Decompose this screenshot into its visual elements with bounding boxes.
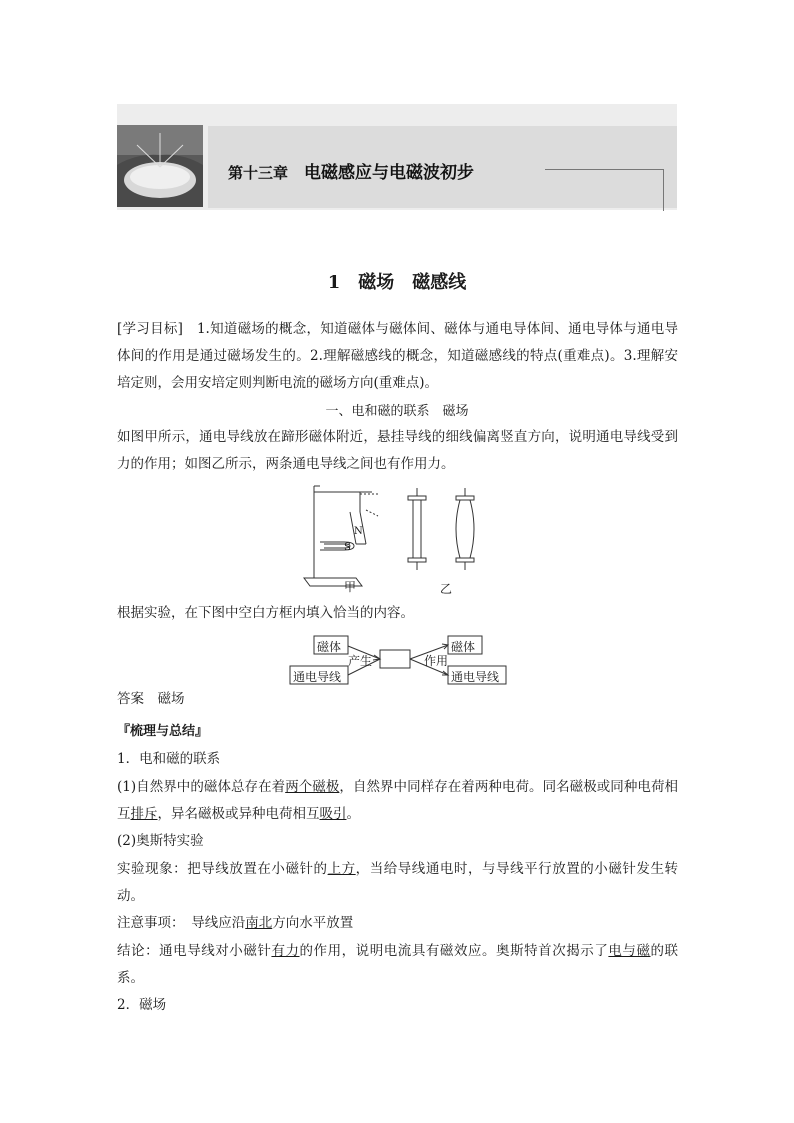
answer-text: 磁场: [157, 691, 185, 707]
summary-paragraph-3: [117, 856, 678, 910]
experiment-figure: [300, 482, 500, 594]
underlined-answer: 两个磁极: [285, 779, 340, 795]
summary-paragraph-5: [117, 938, 678, 992]
lesson-number: 1: [327, 272, 341, 293]
objectives-text: 1.知道磁场的概念，知道磁体与磁体间、磁体与通电导体间、通电导体与通电导体间的作用是通过磁场发生的。2.理解磁感线的概念，知道磁感线的特点(重难点)。3.理解安培定则，会用安培定则判断电流的磁场方向(重难点)。: [117, 321, 678, 391]
summary-item1-title: 1．电和磁的联系: [117, 751, 221, 767]
lesson-title: [0, 268, 794, 294]
chapter-rule-vertical: [663, 169, 664, 211]
diagram-right-top: 磁体: [451, 640, 476, 654]
underlined-answer: 吸引: [319, 806, 347, 822]
section-intro: 如图甲所示，通电导线放在蹄形磁体附近，悬挂导线的细线偏离竖直方向，说明通电导线受到力的作用；如图乙所示，两条通电导线之间也有作用力。: [117, 429, 678, 472]
diagram-left-arrow-label: 产生: [348, 654, 373, 668]
summary-paragraph-1: [117, 774, 678, 828]
section-heading: 一、电和磁的联系 磁场: [325, 404, 469, 419]
text-run: ，异名磁极或异种电荷相互: [157, 806, 320, 822]
concept-diagram: [288, 632, 510, 688]
underlined-answer: 电与磁: [608, 943, 651, 959]
chapter-rule: [545, 169, 663, 170]
underlined-answer: 有力: [271, 943, 300, 959]
summary-paragraph-2-title: (2)奥斯特实验: [117, 833, 204, 849]
summary-item2-title: 2．磁场: [117, 997, 167, 1013]
text-run: ，当给导线通电时，与导线平行放置的小磁针发生转动。: [117, 861, 679, 904]
answer-label: 答案: [117, 691, 144, 707]
figure-caption-jia: 甲: [344, 580, 357, 594]
text-run: 方向水平放置: [272, 915, 354, 931]
answer: [117, 686, 678, 713]
text-run: 的作用，说明电流具有磁效应。奥斯特首次揭示了: [299, 943, 609, 959]
learning-objectives: [117, 316, 678, 397]
summary-header: 『梳理与总结』: [117, 724, 209, 739]
magnet-north-label: N: [354, 526, 363, 537]
lesson-name: 磁场 磁感线: [358, 272, 467, 293]
magnet-south-label: S: [344, 542, 351, 553]
text-run: 的联系。: [117, 943, 679, 986]
diagram-right-bottom: 通电导线: [451, 670, 500, 684]
underlined-answer: 上方: [327, 861, 356, 877]
diagram-left-top: 磁体: [317, 640, 342, 654]
telescope-photo: [117, 125, 203, 207]
chapter-number: 第十三章: [228, 164, 289, 182]
chapter-title: 电磁感应与电磁波初步: [304, 163, 475, 183]
objectives-label: [学习目标]: [117, 321, 183, 337]
underlined-answer: 南北: [245, 915, 273, 931]
diagram-right-arrow-label: 作用: [424, 654, 449, 668]
text-run: (1)自然界中的磁体总存在着: [117, 779, 286, 795]
text-run: 结论：通电导线对小磁针: [117, 943, 272, 959]
text-run: 。: [346, 806, 360, 822]
figure-caption-yi: 乙: [440, 582, 453, 596]
underlined-answer: 排斥: [130, 806, 158, 822]
text-run: 实验现象：把导线放置在小磁针的: [117, 861, 328, 877]
chapter-heading: [228, 158, 474, 183]
diagram-prompt: 根据实验，在下图中空白方框内填入恰当的内容。: [117, 605, 414, 621]
diagram-left-bottom: 通电导线: [293, 670, 342, 684]
text-run: ，自然界中同样存在着两种电荷。同名磁极或同种电荷相互: [117, 779, 678, 822]
text-run: 注意事项： 导线应沿: [117, 915, 246, 931]
summary-paragraph-4: [117, 910, 678, 937]
